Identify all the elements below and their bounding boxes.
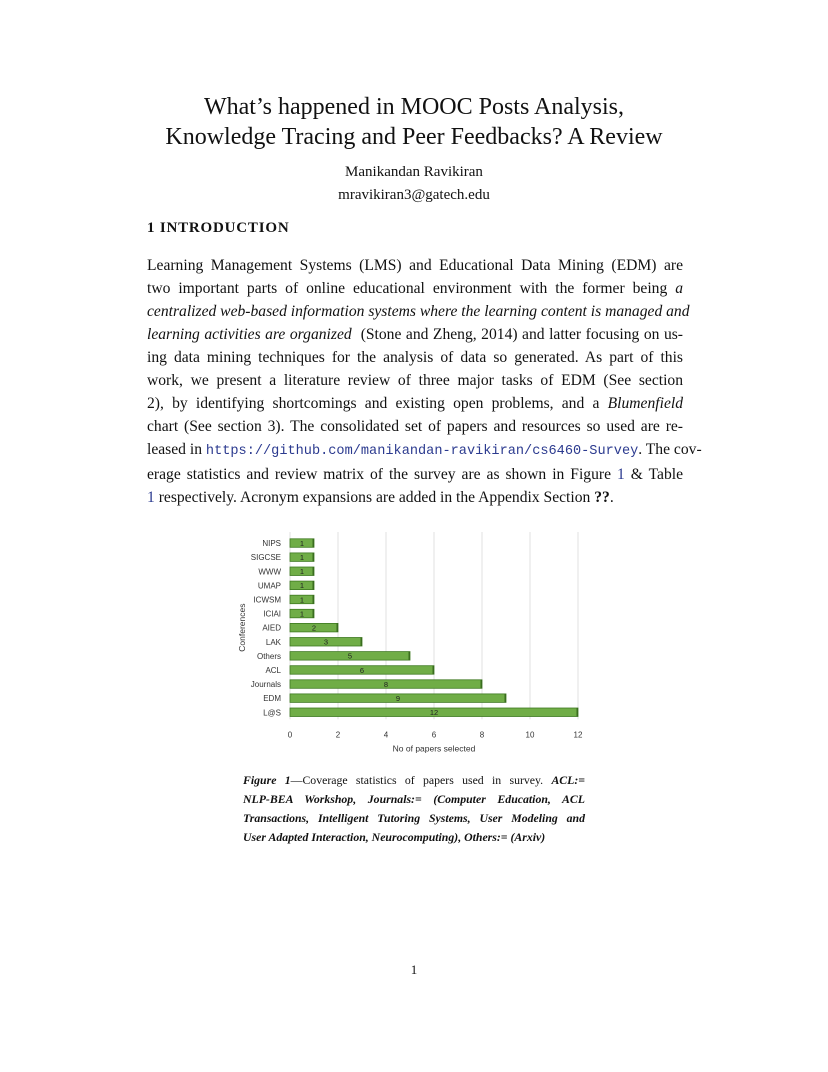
coverage-bar-chart xyxy=(228,524,608,760)
body-text: & Table xyxy=(630,466,684,483)
category-label: NIPS xyxy=(262,539,281,549)
body-italic-text: a xyxy=(675,280,684,297)
category-label: L@S xyxy=(263,708,281,718)
body-line xyxy=(147,254,683,277)
x-tick-label: 10 xyxy=(525,730,535,740)
introduction-paragraph xyxy=(147,254,702,509)
body-text: chart (See section 3). The consolidated set of papers and resources so used are re- xyxy=(147,418,683,435)
data-label: 2 xyxy=(311,623,317,633)
chart-bar-edge xyxy=(313,595,315,604)
body-text: erage statistics and review matrix of the survey are as shown in Figure xyxy=(147,466,612,483)
unresolved-ref: ?? xyxy=(594,489,610,506)
body-line xyxy=(147,277,683,300)
caption-line xyxy=(243,790,585,809)
caption-line xyxy=(243,828,585,847)
chart-bar-edge xyxy=(481,680,483,689)
body-text: . The cov- xyxy=(638,441,702,458)
body-text: ing data mining techniques for the analysis of data so generated. As part of this xyxy=(147,349,683,366)
chart-bar-edge xyxy=(337,623,339,632)
page-number: 1 xyxy=(410,962,418,977)
data-label: 1 xyxy=(299,538,305,548)
figure-ref-link[interactable]: 1 xyxy=(617,466,625,483)
chart-bar-edge xyxy=(433,666,435,675)
x-tick-label: 4 xyxy=(383,730,389,740)
y-axis-label: Conferences xyxy=(237,603,247,652)
category-label: Others xyxy=(256,651,281,661)
x-tick-label: 0 xyxy=(287,730,293,740)
category-label: AIED xyxy=(262,623,281,633)
body-italic-text: learning activities are organized xyxy=(147,326,352,343)
body-text: 2), by identifying shortcomings and existing open problems, and a xyxy=(147,395,600,412)
figure-caption xyxy=(243,771,585,847)
category-label: Journals xyxy=(250,680,281,690)
category-label: EDM xyxy=(263,694,281,704)
caption-line xyxy=(243,809,585,828)
author-name: Manikandan Ravikiran xyxy=(345,164,483,180)
chart-bar-edge xyxy=(409,652,411,661)
category-label: UMAP xyxy=(257,581,281,591)
data-label: 12 xyxy=(429,708,439,718)
body-line xyxy=(147,415,683,438)
caption-text: User Adapted Interaction, Neurocomputing), Others:= (Arxiv) xyxy=(243,830,546,844)
body-text: . xyxy=(609,489,614,506)
caption-line xyxy=(243,771,585,790)
category-label: ICIAI xyxy=(263,609,281,619)
chart-bar-edge xyxy=(361,638,363,647)
chart-bar-edge xyxy=(505,694,507,703)
body-line xyxy=(147,392,683,415)
caption-text: Transactions, Intelligent Tutoring Systems, User Modeling and xyxy=(243,811,585,825)
chart-bar-edge xyxy=(313,567,315,576)
chart-bar-edge xyxy=(313,539,315,548)
table-ref-link[interactable]: 1 xyxy=(147,489,155,506)
body-line xyxy=(147,346,683,369)
data-label: 6 xyxy=(359,665,365,675)
x-tick-label: 8 xyxy=(479,730,485,740)
chart-bar-edge xyxy=(313,609,315,618)
title-line-2: Knowledge Tracing and Peer Feedbacks? A Review xyxy=(165,124,663,150)
body-line xyxy=(147,463,683,486)
category-label: LAK xyxy=(265,637,281,647)
body-line xyxy=(147,438,702,463)
body-text: respectively. Acronym expansions are added in the Appendix Section xyxy=(158,489,591,506)
x-tick-label: 12 xyxy=(573,730,583,740)
data-label: 9 xyxy=(395,693,401,703)
x-axis-label: No of papers selected xyxy=(392,743,476,754)
body-line xyxy=(147,300,690,323)
data-label: 1 xyxy=(299,595,305,605)
body-line xyxy=(147,369,683,392)
category-label: WWW xyxy=(258,567,281,577)
x-tick-label: 2 xyxy=(335,730,341,740)
section-heading: 1 INTRODUCTION xyxy=(147,220,290,236)
body-line xyxy=(147,486,683,509)
category-label: ACL xyxy=(265,665,281,675)
data-label: 3 xyxy=(323,637,329,647)
author-email: mravikiran3@gatech.edu xyxy=(338,187,490,203)
x-tick-label: 6 xyxy=(431,730,437,740)
category-label: ICWSM xyxy=(253,595,281,605)
chart-bar-edge xyxy=(313,553,315,562)
body-text: Learning Management Systems (LMS) and Educational Data Mining (EDM) are xyxy=(147,257,683,274)
body-italic-text: centralized web-based information systems where the learning content is managed and xyxy=(147,303,690,320)
data-label: 1 xyxy=(299,581,305,591)
data-label: 1 xyxy=(299,567,305,577)
paper-title xyxy=(100,92,728,152)
body-text: leased in xyxy=(147,441,202,458)
github-link[interactable]: https://github.com/manikandan-ravikiran/cs6460-Survey xyxy=(205,444,639,459)
chart-bar-edge xyxy=(577,708,579,717)
data-label: 5 xyxy=(347,651,353,661)
data-label: 8 xyxy=(383,679,389,689)
citation-text: (Stone and Zheng, 2014) and latter focusing on us- xyxy=(360,326,683,343)
body-text: work, we present a literature review of three major tasks of EDM (See section xyxy=(147,372,683,389)
body-italic-text: Blumenfield xyxy=(607,395,683,412)
category-label: SIGCSE xyxy=(250,553,281,563)
caption-text: NLP-BEA Workshop, Journals:= (Computer Education, ACL xyxy=(243,792,585,806)
body-text: two important parts of online educational environment with the former being xyxy=(147,280,668,297)
data-label: 1 xyxy=(299,609,305,619)
data-label: 1 xyxy=(299,552,305,562)
title-line-1: What’s happened in MOOC Posts Analysis, xyxy=(204,94,624,120)
caption-text: —Coverage statistics of papers used in survey. xyxy=(290,773,544,787)
body-line xyxy=(147,323,683,346)
chart-bar-edge xyxy=(313,581,315,590)
caption-label: Figure 1 xyxy=(243,773,291,787)
caption-text: ACL:= xyxy=(551,773,586,787)
